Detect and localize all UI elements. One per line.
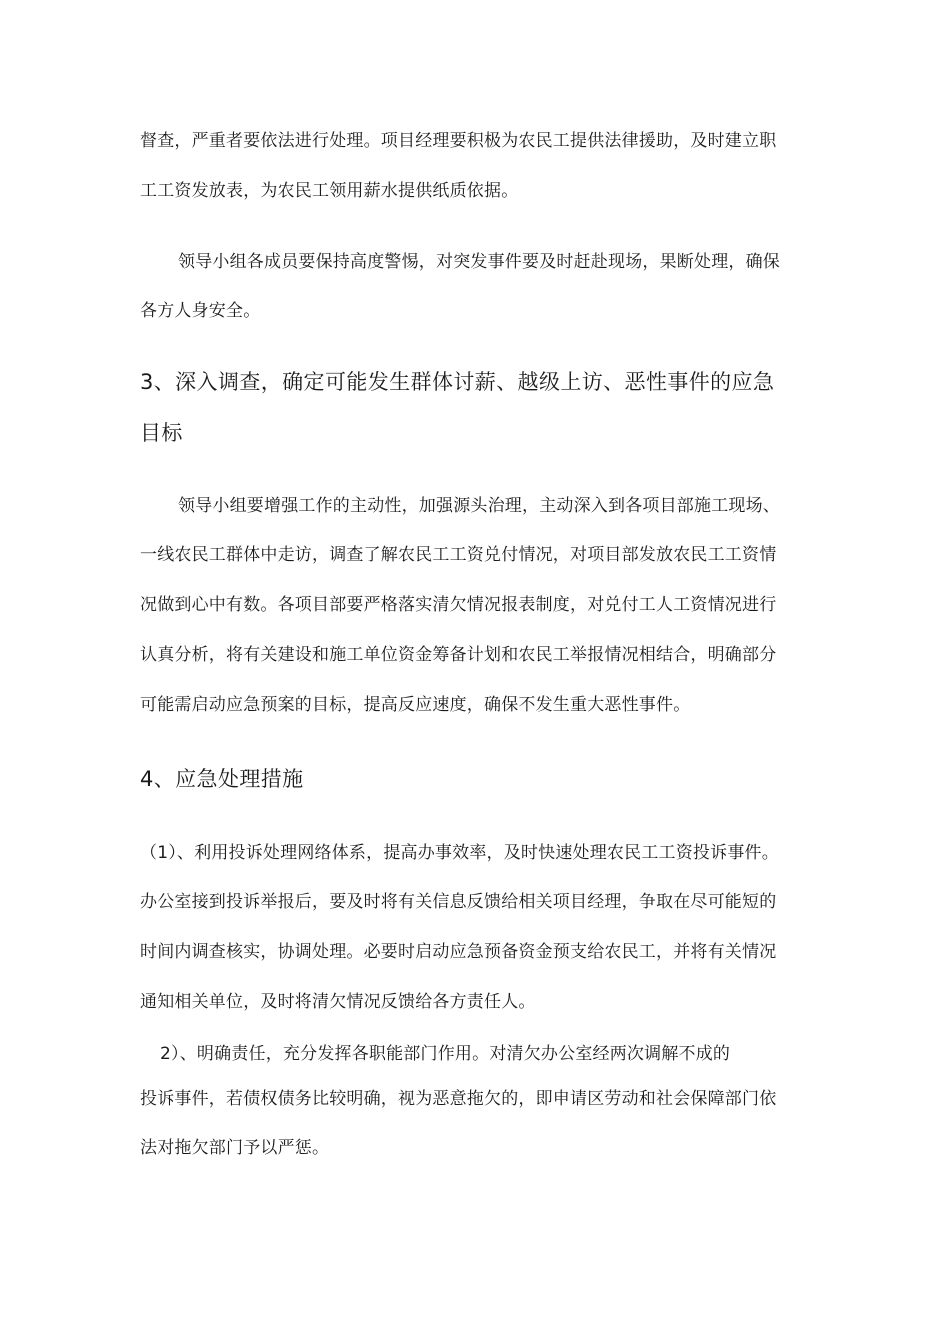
paragraph-5-line-3: 法对拖欠部门予以严惩。 [140, 1138, 330, 1158]
paragraph-1-line-1: 督查，严重者要依法进行处理。项目经理要积极为农民工提供法律援助，及时建立职 [140, 131, 777, 151]
paragraph-3-line-4: 认真分析，将有关建设和施工单位资金筹备计划和农民工举报情况相结合，明确部分 [140, 645, 777, 665]
paragraph-2-line-2: 各方人身安全。 [140, 301, 261, 321]
section-4-heading: 4、应急处理措施 [140, 767, 304, 791]
paragraph-4-line-2: 办公室接到投诉举报后，要及时将有关信息反馈给相关项目经理，争取在尽可能短的 [140, 892, 777, 912]
paragraph-2-line-1: 领导小组各成员要保持高度警惕，对突发事件要及时赶赴现场，果断处理，确保 [178, 252, 780, 272]
paragraph-4-line-3: 时间内调查核实，协调处理。必要时启动应急预备资金预支给农民工，并将有关情况 [140, 942, 777, 962]
paragraph-3-line-1: 领导小组要增强工作的主动性，加强源头治理，主动深入到各项目部施工现场、 [178, 496, 780, 516]
paragraph-3-line-5: 可能需启动应急预案的目标，提高反应速度，确保不发生重大恶性事件。 [140, 695, 691, 715]
section-3-heading-line-2: 目标 [140, 421, 183, 445]
paragraph-4-line-1: （1）、利用投诉处理网络体系，提高办事效率，及时快速处理农民工工资投诉事件。 [140, 843, 779, 863]
paragraph-3-line-3: 况做到心中有数。各项目部要严格落实清欠情况报表制度，对兑付工人工资情况进行 [140, 595, 777, 615]
paragraph-4-line-4: 通知相关单位，及时将清欠情况反馈给各方责任人。 [140, 992, 536, 1012]
paragraph-1-line-2: 工工资发放表，为农民工领用薪水提供纸质依据。 [140, 181, 519, 201]
paragraph-5-line-1: 2）、明确责任，充分发挥各职能部门作用。对清欠办公室经两次调解不成的 [160, 1044, 731, 1064]
paragraph-5-line-2: 投诉事件，若债权债务比较明确，视为恶意拖欠的，即申请区劳动和社会保障部门依 [140, 1089, 777, 1109]
paragraph-3-line-2: 一线农民工群体中走访，调查了解农民工工资兑付情况，对项目部发放农民工工资情 [140, 545, 777, 565]
section-3-heading-line-1: 3、深入调查，确定可能发生群体讨薪、越级上访、恶性事件的应急 [140, 370, 775, 394]
